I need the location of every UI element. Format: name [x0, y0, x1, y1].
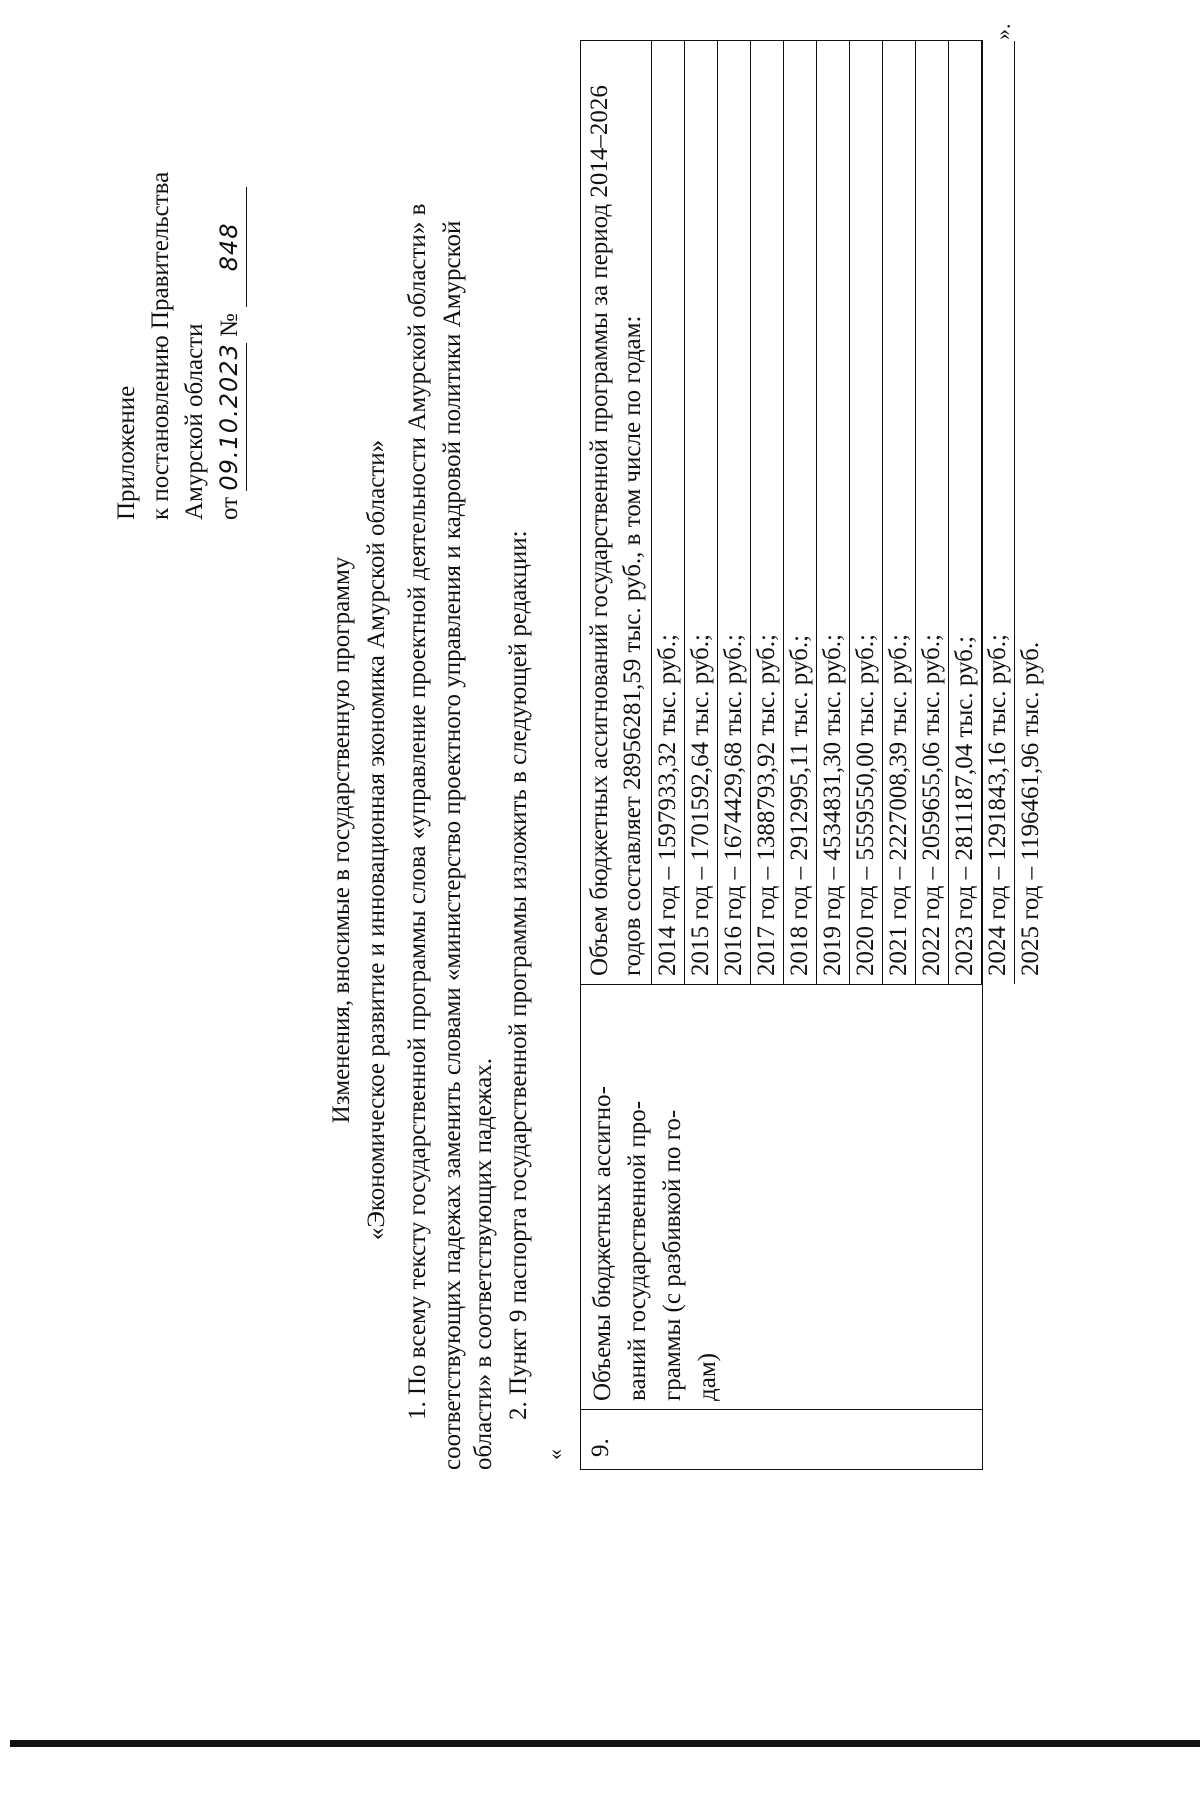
rotated-document-page	[110, 23, 1090, 1640]
paragraph-2: 2. Пункт 9 паспорта государственной программы изложить в следующей редакции:	[505, 530, 532, 1420]
year-row: 2016 год – 1674429,68 тыс. руб.;	[717, 41, 750, 984]
closing-quote: ».	[990, 23, 1015, 40]
year-row: 2018 год – 2912995,11 тыс. руб.;	[783, 41, 816, 984]
document-title-line-1: Изменения, вносимые в государственную программу	[328, 556, 355, 1124]
item-value-cell	[581, 41, 1044, 984]
appendix-block	[110, 50, 247, 520]
opening-quote: «	[542, 1449, 567, 1460]
scan-edge-bar	[10, 1740, 1200, 1747]
appendix-date-number-line	[212, 50, 247, 520]
item-name-cell	[581, 984, 982, 1409]
year-row: 2015 год – 1701592,64 тыс. руб.;	[684, 41, 717, 984]
item-name-line: граммы (с разбивкой по го-	[659, 1109, 686, 1401]
appendix-resolution-line: к постановлению Правительства	[147, 171, 174, 520]
value-header-line: годов составляет 28956281,59 тыс. руб., в том числе по годам:	[619, 315, 646, 976]
appendix-title: Приложение	[113, 385, 140, 520]
year-row: 2019 год – 4534831,30 тыс. руб.;	[816, 41, 849, 984]
year-row: 2021 год – 2227008,39 тыс. руб.;	[882, 41, 915, 984]
value-header	[581, 41, 651, 984]
handwritten-date: 09.10.2023	[212, 343, 247, 490]
appendix-region-line: Амурской области	[181, 323, 208, 520]
year-row: 2014 год – 1597933,32 тыс. руб.;	[651, 41, 684, 984]
date-prefix: от	[216, 496, 243, 520]
paragraph-1-line-3: области» в соответствующих падежах.	[470, 1058, 497, 1470]
year-row: 2017 год – 1388793,92 тыс. руб.;	[750, 41, 783, 984]
passport-table	[580, 40, 1044, 1470]
year-row: 2020 год – 5559550,00 тыс. руб.;	[849, 41, 882, 984]
item-name-line: дам)	[694, 1353, 721, 1401]
paragraph-1-line-2: соответствующих падежах заменить словами «министерство проектного управления и кадровой политики Амурской	[439, 220, 466, 1470]
number-prefix: №	[216, 313, 243, 337]
document-title-line-2: «Экономическое развитие и инновационная экономика Амурской области»	[363, 439, 390, 1241]
value-header-line: Объем бюджетных ассигнований государственной программы за период 2014–2026	[586, 85, 613, 976]
item-name-line: Объемы бюджетных ассигно-	[589, 1086, 616, 1401]
year-row: 2025 год – 1196461,96 тыс. руб.	[1014, 41, 1047, 984]
year-row: 2022 год – 2059655,06 тыс. руб.;	[915, 41, 948, 984]
item-number-cell: 9.	[581, 1409, 982, 1469]
year-row: 2024 год – 1291843,16 тыс. руб.;	[981, 41, 1014, 984]
paragraph-1-line-1	[400, 40, 435, 1470]
year-row: 2023 год – 2811187,04 тыс. руб.;	[948, 41, 981, 984]
handwritten-number: 848	[212, 187, 247, 307]
item-name-line: ваний государственной про-	[624, 1100, 651, 1401]
paragraph-1-text-1: 1. По всему тексту государственной программы слова «управление проектной деятельности Амурской области» в	[404, 203, 431, 1420]
